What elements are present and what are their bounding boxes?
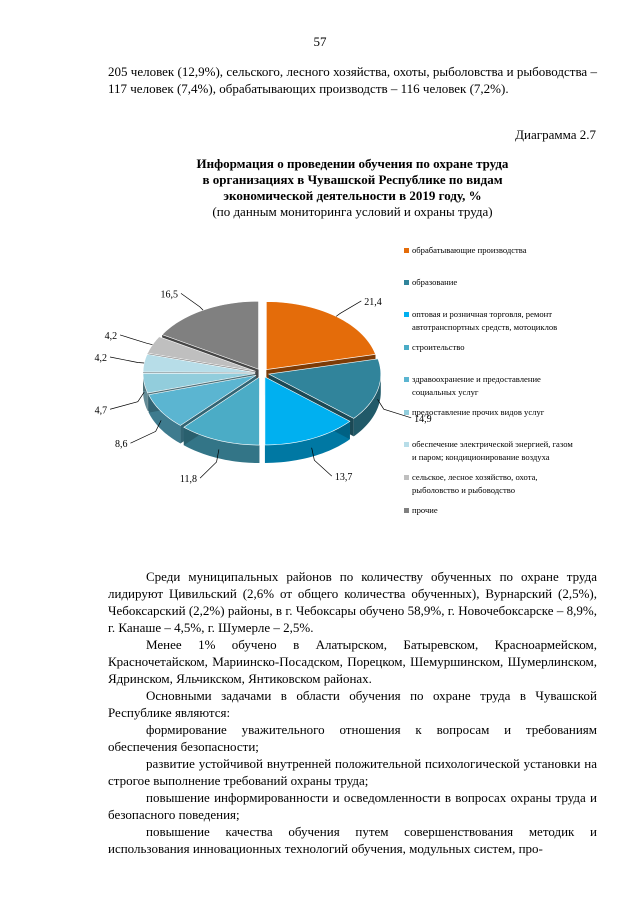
leader-line-9 bbox=[181, 293, 203, 310]
legend-swatch-9 bbox=[404, 508, 409, 513]
legend-item-7 bbox=[404, 439, 573, 462]
legend-swatch-6 bbox=[404, 410, 409, 415]
data-label-4: 11,8 bbox=[179, 474, 198, 486]
leader-line-1 bbox=[336, 301, 361, 317]
legend-swatch-5 bbox=[404, 377, 409, 382]
legend-label-8-1: сельское, лесное хозяйство, охота, bbox=[412, 472, 538, 482]
data-label-7: 4,2 bbox=[94, 353, 108, 365]
legend-label-7-2: и паром; кондиционирование воздуха bbox=[412, 452, 550, 462]
leader-line-8 bbox=[120, 335, 152, 345]
legend-item-1 bbox=[404, 245, 527, 255]
legend-label-4-1: строительство bbox=[412, 342, 465, 352]
legend-label-7-1: обеспечение электрической энергией, газом bbox=[412, 439, 573, 449]
legend-item-3 bbox=[404, 309, 557, 332]
paragraph-2: Менее 1% обучено в Алатырском, Батыревском, Красноармейском, Красночетайском, Мариинско-Посадском, Порецком, Шемуршинском, Шумерлинском, Ядринском, Яльчикском, Янтиковском районах. bbox=[108, 637, 597, 686]
leader-line-2 bbox=[378, 399, 412, 418]
paragraph-7: повышение качества обучения путем совершенствования методик и использования инновационных технологий обучения, модульных систем, про- bbox=[108, 824, 597, 856]
paragraph-6: повышение информированности и осведомленности в вопросах охраны труда и безопасного поведения; bbox=[108, 790, 597, 822]
data-label-3: 13,7 bbox=[334, 472, 353, 484]
data-label-5: 8,6 bbox=[114, 439, 128, 451]
page-number: 57 bbox=[313, 34, 327, 49]
legend-label-3-1: оптовая и розничная торговля, ремонт bbox=[412, 309, 552, 319]
legend-item-6 bbox=[404, 407, 545, 417]
data-label-6: 4,7 bbox=[94, 405, 108, 417]
legend-swatch-8 bbox=[404, 475, 409, 480]
legend-item-5 bbox=[404, 374, 541, 397]
legend-swatch-3 bbox=[404, 312, 409, 317]
chart-title-line-2: в организациях в Чувашской Республике по видам bbox=[202, 172, 503, 187]
data-label-1: 21,4 bbox=[364, 296, 382, 308]
legend-label-6-1: предоставление прочих видов услуг bbox=[412, 407, 545, 417]
legend-item-2 bbox=[404, 277, 457, 287]
diagram-label: Диаграмма 2.7 bbox=[515, 127, 596, 142]
intro-paragraph: 205 человек (12,9%), сельского, лесного хозяйства, охоты, рыболовства и рыбоводства – 117 человек (7,4%), обрабатывающих производств – 116 человек (7,2%). bbox=[108, 64, 597, 96]
data-label-9: 16,5 bbox=[160, 289, 178, 301]
paragraph-5: развитие устойчивой внутренней положительной психологической установки на строгое выполнение требований охраны труда; bbox=[108, 756, 597, 788]
leader-line-6 bbox=[110, 392, 144, 409]
data-label-2: 14,9 bbox=[414, 413, 432, 425]
paragraph-1: Среди муниципальных районов по количеству обученных по охране труда лидируют Цивильский (2,6% от общего количества обученных), Вурнарский (2,5%), Чебоксарский (2,2%) районы, в г. Чебоксары обучено 58,9%, г. Новочебоксарске – 8,9%, г. Канаше – 4,5%, г. Шумерле – 2,5%. bbox=[108, 569, 597, 635]
chart-subtitle: (по данным мониторинга условий и охраны труда) bbox=[212, 204, 493, 219]
legend-swatch-7 bbox=[404, 442, 409, 447]
leader-line-7 bbox=[110, 357, 144, 363]
paragraph-3: Основными задачами в области обучения по охране труда в Чувашской Республике являются: bbox=[108, 688, 597, 720]
legend-label-1-1: обрабатывающие производства bbox=[412, 245, 527, 255]
legend-label-3-2: автотранспортных средств, мотоциклов bbox=[412, 322, 558, 332]
legend-label-8-2: рыболовство и рыбоводство bbox=[412, 485, 516, 495]
paragraph-4: формирование уважительного отношения к вопросам и требованиям обеспечения безопасности; bbox=[108, 722, 597, 754]
legend-label-2-1: образование bbox=[412, 277, 458, 287]
chart-title-line-3: экономической деятельности в 2019 году, % bbox=[223, 188, 482, 203]
legend-swatch-4 bbox=[404, 345, 409, 350]
legend-item-4 bbox=[404, 342, 465, 352]
legend-swatch-1 bbox=[404, 248, 409, 253]
legend-item-9 bbox=[404, 505, 438, 515]
legend-label-5-2: социальных услуг bbox=[412, 387, 479, 397]
data-label-8: 4,2 bbox=[104, 330, 118, 342]
legend-item-8 bbox=[404, 472, 538, 495]
legend-label-9-1: прочие bbox=[412, 505, 438, 515]
chart-title-line-1: Информация о проведении обучения по охране труда bbox=[196, 156, 509, 171]
legend-label-5-1: здравоохранение и предоставление bbox=[412, 374, 541, 384]
legend-swatch-2 bbox=[404, 280, 409, 285]
